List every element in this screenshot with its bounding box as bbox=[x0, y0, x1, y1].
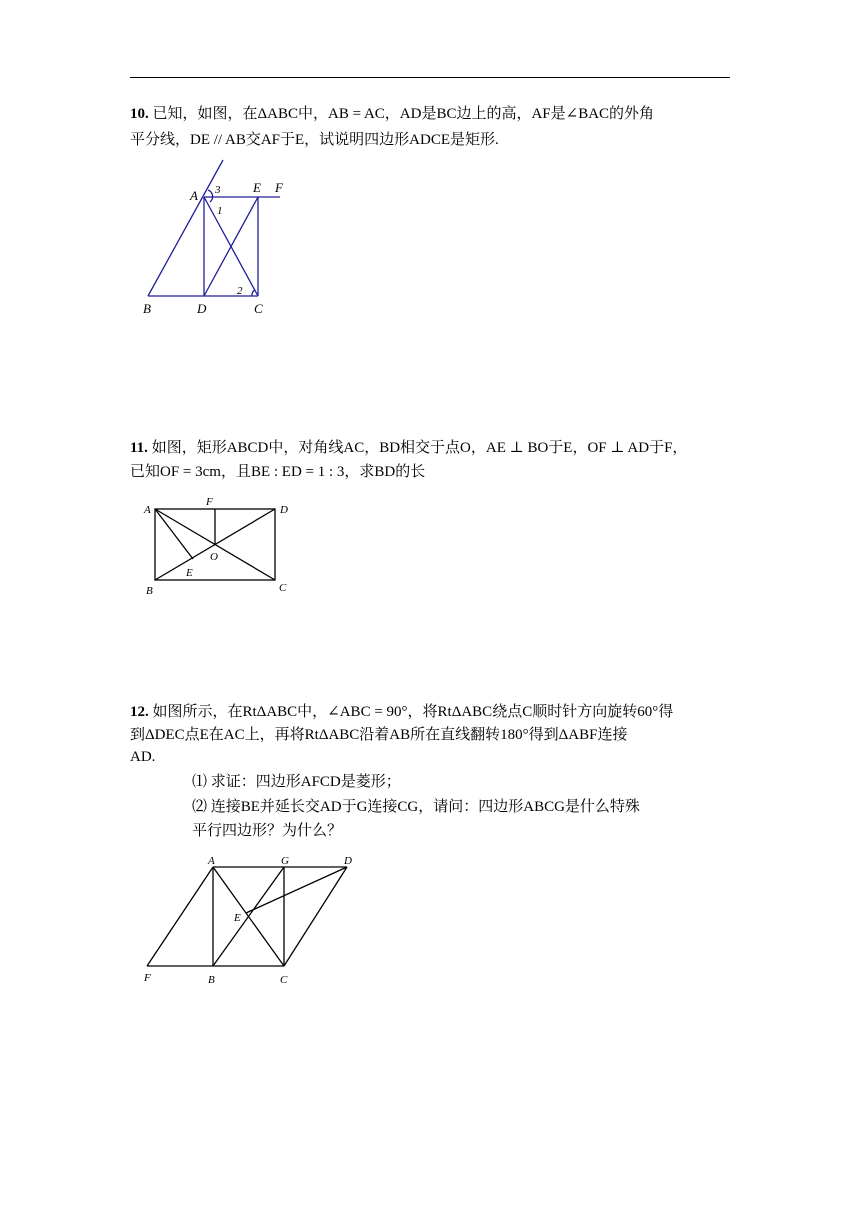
q12-sub2-text: ⑵ 连接BE并延长交AD于G连接CG，请问：四边形ABCG是什么特殊 bbox=[192, 799, 640, 815]
q12-subquestion-1 bbox=[192, 772, 401, 792]
q10-label-d: D bbox=[197, 301, 207, 316]
q11-number: 11. bbox=[130, 440, 148, 456]
q12-subquestion-2-cont bbox=[192, 821, 342, 841]
q12-sub1-text: ⑴ 求证：四边形AFCD是菱形； bbox=[192, 774, 401, 790]
q11-text-2: 已知OF = 3cm，且BE : ED = 1 : 3，求BD的长 bbox=[130, 464, 426, 480]
q11-label-a: A bbox=[144, 504, 151, 516]
q12-label-a: A bbox=[208, 855, 215, 867]
q10-label-3: 3 bbox=[215, 184, 221, 196]
q10-label-e: E bbox=[253, 180, 261, 195]
q10-label-c: C bbox=[254, 301, 263, 316]
q12-number: 12. bbox=[130, 704, 149, 720]
q12-text-1: 如图所示，在RtΔABC中，∠ABC = 90°，将RtΔABC绕点C顺时针方向旋转60°得 bbox=[152, 704, 674, 720]
q12-line-2 bbox=[130, 725, 627, 745]
q10-text-2: 平分线，DE // AB交AF于E，试说明四边形ADCE是矩形. bbox=[130, 132, 499, 148]
q12-label-e: E bbox=[234, 912, 241, 924]
q10-label-2: 2 bbox=[237, 285, 243, 297]
q11-label-f: F bbox=[206, 496, 213, 508]
q12-line-1 bbox=[130, 702, 673, 722]
q10-text-1: 已知，如图，在ΔABC中，AB = AC，AD是BC边上的高，AF是∠BAC的外角 bbox=[152, 106, 655, 122]
q12-text-3: AD. bbox=[130, 749, 156, 765]
q10-angle-mark-c bbox=[252, 290, 255, 296]
q10-line-1 bbox=[130, 104, 654, 124]
header-rule bbox=[130, 77, 730, 78]
q10-segment-ba-extended bbox=[148, 160, 223, 296]
q11-label-b: B bbox=[146, 585, 153, 597]
q12-label-c: C bbox=[280, 974, 288, 986]
q12-text-2: 到ΔDEC点E在AC上，再将RtΔABC沿着AB所在直线翻转180°得到ΔABF连接 bbox=[130, 727, 628, 743]
q11-line-1 bbox=[130, 438, 687, 458]
q10-label-b: B bbox=[143, 301, 151, 316]
q11-line-2 bbox=[130, 462, 425, 482]
q12-sub2b-text: 平行四边形？为什么？ bbox=[192, 823, 343, 839]
q12-line-3 bbox=[130, 747, 155, 767]
q10-number: 10. bbox=[130, 106, 149, 122]
q12-label-b: B bbox=[208, 974, 215, 986]
q11-label-e: E bbox=[186, 567, 193, 579]
q10-angle-mark-a bbox=[208, 190, 213, 202]
q10-label-a: A bbox=[190, 188, 198, 203]
q11-label-o: O bbox=[210, 551, 218, 563]
q12-label-d: D bbox=[344, 855, 352, 867]
q12-subquestion-2 bbox=[192, 797, 640, 817]
q12-label-f: F bbox=[144, 972, 151, 984]
q11-text-1: 如图，矩形ABCD中，对角线AC，BD相交于点O，AE ⊥ BO于E，OF ⊥ AD于F， bbox=[151, 440, 688, 456]
q11-segment-ae bbox=[155, 509, 193, 559]
q11-figure bbox=[140, 494, 300, 599]
q10-label-1: 1 bbox=[217, 205, 223, 217]
q11-label-d: D bbox=[280, 504, 288, 516]
q12-segment-fa bbox=[147, 867, 213, 966]
q12-label-g: G bbox=[281, 855, 289, 867]
q10-line-2 bbox=[130, 130, 499, 150]
q10-figure bbox=[130, 150, 300, 320]
q12-figure bbox=[140, 852, 370, 992]
q11-label-c: C bbox=[279, 582, 287, 594]
q10-label-f: F bbox=[275, 180, 283, 195]
